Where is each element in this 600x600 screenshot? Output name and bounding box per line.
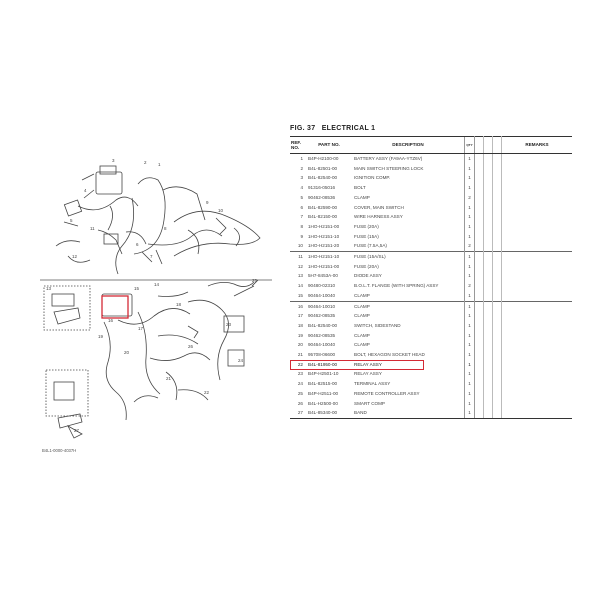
- header-description: DESCRIPTION: [352, 137, 465, 154]
- blank-cell: [475, 241, 484, 251]
- description-cell: WIRE HARNESS ASSY: [354, 214, 403, 220]
- callout-label: 23: [226, 322, 232, 327]
- qty-cell: 1: [465, 369, 475, 379]
- remarks-cell: [502, 311, 573, 321]
- blank-cell: [475, 301, 484, 311]
- part-no-cell: 91316-05016: [308, 185, 336, 191]
- callout-label: 15: [134, 286, 140, 291]
- table-row[interactable]: [290, 408, 572, 418]
- remarks-cell: [502, 389, 573, 399]
- qty-cell: 1: [465, 360, 475, 370]
- remarks-cell: [502, 212, 573, 222]
- part-no-cell: 95708-06600: [308, 352, 336, 358]
- blank-cell: [475, 222, 484, 232]
- ref-no-cell: 3: [300, 175, 303, 181]
- blank-cell: [493, 340, 502, 350]
- lower-assembly-drawing: [44, 280, 258, 438]
- part-no-cell: 90480-02310: [308, 283, 336, 289]
- blank-cell: [493, 173, 502, 183]
- part-no-cell: B4P-H2501-10: [308, 371, 339, 377]
- ref-no-cell: 21: [297, 352, 303, 358]
- part-no-cell: B4L-82590-00: [308, 204, 338, 210]
- blank-cell: [493, 212, 502, 222]
- blank-cell: [484, 369, 493, 379]
- blank-cell: [475, 389, 484, 399]
- table-row[interactable]: [290, 301, 572, 311]
- ref-no-cell: 14: [297, 283, 303, 289]
- table-row[interactable]: [290, 262, 572, 272]
- part-no-cell: B4L-82540-00: [308, 175, 338, 181]
- callout-label: 9: [206, 200, 209, 205]
- blank-cell: [493, 222, 502, 232]
- ref-no-cell: 16: [290, 301, 306, 311]
- ref-no-cell: 15: [297, 292, 303, 298]
- callout-label: 1: [158, 162, 161, 167]
- blank-cell: [493, 203, 502, 213]
- blank-cell: [493, 389, 502, 399]
- table-row[interactable]: [290, 173, 572, 183]
- blank-cell: [475, 379, 484, 389]
- callout-numbers: [46, 158, 258, 433]
- header-ref-no: REF. NO.: [290, 137, 306, 154]
- remarks-cell: [502, 262, 573, 272]
- blank-cell: [493, 321, 502, 331]
- callout-label: 17: [138, 326, 144, 331]
- part-no-cell: B4P-H2100-00: [308, 156, 339, 161]
- qty-cell: 1: [465, 183, 475, 193]
- part-no-cell: 5H7-8453A-00: [308, 273, 338, 279]
- parts-table-body: [290, 154, 572, 419]
- blank-cell: [484, 154, 493, 164]
- part-no-cell: B4L-82515-00: [308, 381, 338, 387]
- blank-cell: [475, 340, 484, 350]
- qty-cell: 1: [465, 311, 475, 321]
- blank-cell: [493, 331, 502, 341]
- table-row[interactable]: [290, 311, 572, 321]
- remarks-cell: [502, 193, 573, 203]
- diagram-code: B4L1-0000-4037H: [42, 448, 77, 453]
- callout-label: 14: [154, 282, 160, 287]
- blank-cell: [484, 311, 493, 321]
- blank-cell: [484, 183, 493, 193]
- table-row[interactable]: [290, 379, 572, 389]
- blank-cell: [484, 399, 493, 409]
- blank-cell: [493, 271, 502, 281]
- description-cell: RELAY ASSY: [354, 371, 382, 377]
- ref-no-cell: 5: [300, 194, 303, 200]
- blank-cell: [475, 281, 484, 291]
- blank-cell: [475, 262, 484, 272]
- ref-no-cell: 26: [297, 400, 303, 406]
- blank-cell: [493, 241, 502, 251]
- upper-assembly-drawing: [56, 166, 260, 274]
- ref-no-cell: 19: [297, 332, 303, 338]
- description-cell: SMART COMP: [354, 400, 385, 406]
- ref-no-cell: 6: [300, 204, 303, 210]
- blank-cell: [484, 241, 493, 251]
- description-cell: BATTERY ASSY (FA9AA-YTZ6V): [354, 156, 423, 161]
- blank-cell: [493, 408, 502, 418]
- qty-cell: 1: [465, 203, 475, 213]
- blank-cell: [493, 193, 502, 203]
- remarks-cell: [502, 340, 573, 350]
- ref-no-cell: 2: [300, 165, 303, 171]
- part-no-cell: B4L-82540-00: [308, 322, 338, 328]
- callout-label: 13: [46, 286, 52, 291]
- description-cell: TERMINAL ASSY: [354, 381, 391, 387]
- qty-cell: 1: [465, 291, 475, 301]
- blank-cell: [493, 301, 502, 311]
- remarks-cell: [502, 164, 573, 174]
- header-blank-a: [475, 137, 484, 154]
- blank-cell: [475, 311, 484, 321]
- blank-cell: [493, 232, 502, 242]
- part-no-cell: 90462-08535: [308, 313, 336, 319]
- qty-cell: 1: [465, 212, 475, 222]
- part-no-cell: 1HO-H2151-10: [308, 233, 340, 239]
- description-cell: BOLT, HEXAGON SOCKET HEAD: [354, 352, 425, 358]
- blank-cell: [475, 360, 484, 370]
- ref-no-cell: 9: [300, 233, 303, 239]
- remarks-cell: [502, 232, 573, 242]
- qty-cell: 1: [465, 154, 475, 164]
- wiring-harness-illustration: [38, 126, 274, 456]
- remarks-cell: [502, 399, 573, 409]
- blank-cell: [493, 291, 502, 301]
- description-cell: CLAMP: [354, 342, 370, 348]
- qty-cell: 1: [465, 340, 475, 350]
- part-no-cell: 90464-10040: [308, 342, 336, 348]
- ref-no-cell: 11: [290, 252, 306, 262]
- parts-catalog: [290, 124, 572, 419]
- qty-cell: 1: [465, 408, 475, 418]
- qty-cell: 1: [465, 350, 475, 360]
- blank-cell: [475, 399, 484, 409]
- description-cell: CLAMP: [354, 194, 370, 200]
- part-no-cell: 1HO-H2151-20: [308, 243, 340, 249]
- ref-no-cell: 20: [297, 342, 303, 348]
- qty-cell: 1: [465, 173, 475, 183]
- blank-cell: [484, 262, 493, 272]
- callout-label: 2: [144, 160, 147, 165]
- ref-no-cell: 10: [297, 243, 303, 249]
- remarks-cell: [502, 271, 573, 281]
- qty-cell: 1: [465, 331, 475, 341]
- table-row[interactable]: [290, 369, 572, 379]
- relay-highlight-box: [102, 296, 128, 318]
- figure-name: ELECTRICAL 1: [321, 125, 376, 132]
- callout-label: 6: [136, 242, 139, 247]
- callout-label: 21: [166, 376, 172, 381]
- blank-cell: [493, 369, 502, 379]
- table-row[interactable]: [290, 360, 572, 370]
- part-no-cell: 90464-10040: [308, 292, 336, 298]
- blank-cell: [493, 154, 502, 164]
- callout-label: 25: [252, 278, 258, 283]
- qty-cell: 2: [465, 241, 475, 251]
- blank-cell: [484, 291, 493, 301]
- qty-cell: 1: [465, 164, 475, 174]
- blank-cell: [475, 193, 484, 203]
- ref-no-cell: 8: [300, 223, 303, 229]
- description-cell: CLAMP: [354, 332, 370, 338]
- callout-label: 5: [70, 218, 73, 223]
- blank-cell: [493, 252, 502, 262]
- description-cell: BOLT: [354, 185, 366, 191]
- description-cell: FUSE (20A): [354, 263, 379, 269]
- blank-cell: [484, 379, 493, 389]
- table-row[interactable]: [290, 222, 572, 232]
- blank-cell: [484, 360, 493, 370]
- blank-cell: [475, 369, 484, 379]
- table-row[interactable]: [290, 203, 572, 213]
- part-no-cell: B4P-H2511-00: [308, 390, 339, 396]
- callout-label: 20: [124, 350, 130, 355]
- blank-cell: [484, 389, 493, 399]
- qty-cell: 1: [465, 389, 475, 399]
- remarks-cell: [502, 408, 573, 418]
- blank-cell: [475, 164, 484, 174]
- blank-cell: [475, 291, 484, 301]
- blank-cell: [484, 252, 493, 262]
- ref-no-cell: 27: [290, 408, 306, 418]
- figure-label: FIG. 37: [290, 125, 316, 132]
- table-row[interactable]: [290, 154, 572, 164]
- callout-label: 24: [238, 358, 244, 363]
- table-row[interactable]: [290, 212, 572, 222]
- callout-label: 3: [112, 158, 115, 163]
- blank-cell: [484, 340, 493, 350]
- blank-cell: [484, 164, 493, 174]
- part-no-cell: B4L-82501-00: [308, 165, 338, 171]
- part-no-cell: 90462-08535: [308, 332, 336, 338]
- qty-cell: 1: [465, 222, 475, 232]
- blank-cell: [484, 350, 493, 360]
- qty-cell: 2: [465, 193, 475, 203]
- blank-cell: [493, 164, 502, 174]
- ref-no-cell: 7: [300, 214, 303, 220]
- part-no-cell: 90462-08536: [308, 194, 336, 200]
- table-row[interactable]: [290, 271, 572, 281]
- description-cell: COVER, MAIN SWITCH: [354, 204, 404, 210]
- ref-no-cell: 22: [297, 361, 303, 367]
- blank-cell: [475, 321, 484, 331]
- callout-label: 26: [188, 344, 194, 349]
- remarks-cell: [502, 154, 573, 164]
- qty-cell: 1: [465, 252, 475, 262]
- remarks-cell: [502, 331, 573, 341]
- blank-cell: [484, 301, 493, 311]
- qty-cell: 1: [465, 379, 475, 389]
- blank-cell: [484, 281, 493, 291]
- ref-no-cell: 23: [297, 371, 303, 377]
- description-cell: CLAMP: [354, 313, 370, 319]
- description-cell: FUSE (15A/SL): [352, 252, 465, 262]
- callout-label: 11: [90, 226, 95, 231]
- blank-cell: [493, 262, 502, 272]
- part-no-cell: B4L-85340-00: [306, 408, 352, 418]
- blank-cell: [484, 271, 493, 281]
- description-cell: REMOTE CONTROLLER ASSY: [354, 390, 420, 396]
- description-cell: DIODE ASSY: [354, 273, 382, 279]
- part-no-cell: 90464-10010: [306, 301, 352, 311]
- blank-cell: [493, 311, 502, 321]
- description-cell: BAND: [352, 408, 465, 418]
- blank-cell: [484, 173, 493, 183]
- table-row[interactable]: [290, 183, 572, 193]
- part-no-cell: B4L-H2500-00: [308, 400, 338, 406]
- callout-label: 19: [98, 334, 104, 339]
- callout-label: 10: [218, 208, 224, 213]
- ref-no-cell: 24: [297, 381, 303, 387]
- description-cell: FUSE (20A): [354, 223, 379, 229]
- description-cell: FUSE (7.5A,5A): [354, 243, 387, 249]
- blank-cell: [493, 350, 502, 360]
- blank-cell: [475, 154, 484, 164]
- table-row[interactable]: [290, 252, 572, 262]
- remarks-cell: [502, 291, 573, 301]
- callout-label: 22: [204, 390, 210, 395]
- callout-label: 18: [176, 302, 182, 307]
- remarks-cell: [502, 379, 573, 389]
- blank-cell: [475, 173, 484, 183]
- part-no-cell: 1HO-H2151-00: [308, 263, 340, 269]
- remarks-cell: [502, 350, 573, 360]
- table-row[interactable]: [290, 291, 572, 301]
- qty-cell: 2: [465, 281, 475, 291]
- qty-cell: 1: [465, 301, 475, 311]
- blank-cell: [475, 331, 484, 341]
- callout-label: 27: [74, 428, 80, 433]
- remarks-cell: [502, 301, 573, 311]
- blank-cell: [493, 379, 502, 389]
- description-cell: IGNITION COMP.: [354, 175, 391, 181]
- description-cell: CLAMP: [352, 301, 465, 311]
- description-cell: MAIN SWITCH STEERING LOCK: [354, 165, 424, 171]
- header-part-no: PART NO.: [306, 137, 352, 154]
- blank-cell: [493, 183, 502, 193]
- remarks-cell: [502, 360, 573, 370]
- description-cell: CLAMP: [354, 292, 370, 298]
- ref-no-cell: 25: [297, 390, 303, 396]
- blank-cell: [475, 232, 484, 242]
- blank-cell: [475, 252, 484, 262]
- table-row[interactable]: [290, 331, 572, 341]
- qty-cell: 1: [465, 232, 475, 242]
- table-row[interactable]: [290, 350, 572, 360]
- blank-cell: [475, 212, 484, 222]
- blank-cell: [475, 183, 484, 193]
- part-no-cell: 1HO-H2151-10: [306, 252, 352, 262]
- blank-cell: [484, 212, 493, 222]
- table-header-row: [290, 137, 572, 154]
- ref-no-cell: 13: [297, 273, 303, 279]
- ref-no-cell: 18: [297, 322, 303, 328]
- callout-label: 4: [84, 188, 87, 193]
- qty-cell: 1: [465, 262, 475, 272]
- qty-cell: 1: [465, 321, 475, 331]
- callout-label: 8: [164, 226, 167, 231]
- blank-cell: [484, 408, 493, 418]
- header-qty: QTY: [465, 137, 475, 154]
- table-row[interactable]: [290, 281, 572, 291]
- exploded-parts-diagram: [38, 126, 274, 456]
- blank-cell: [493, 399, 502, 409]
- remarks-cell: [502, 321, 573, 331]
- blank-cell: [475, 350, 484, 360]
- remarks-cell: [502, 173, 573, 183]
- header-remarks: REMARKS: [502, 137, 573, 154]
- table-row[interactable]: [290, 321, 572, 331]
- remarks-cell: [502, 252, 573, 262]
- blank-cell: [484, 331, 493, 341]
- callout-label: 12: [72, 254, 78, 259]
- remarks-cell: [502, 183, 573, 193]
- table-row[interactable]: [290, 193, 572, 203]
- ref-no-cell: 4: [300, 185, 303, 191]
- description-cell: B.O.L.T. FLANGE (WITH SPRING) ASSY: [354, 283, 439, 289]
- blank-cell: [484, 222, 493, 232]
- table-row[interactable]: [290, 232, 572, 242]
- table-row[interactable]: [290, 164, 572, 174]
- part-no-cell: B4L-82150-00: [308, 214, 338, 220]
- description-cell: FUSE (15A): [354, 233, 379, 239]
- parts-table: [290, 136, 572, 419]
- qty-cell: 1: [465, 399, 475, 409]
- description-cell: SWITCH, SIDESTAND: [354, 322, 401, 328]
- ref-no-cell: 1: [300, 156, 303, 161]
- remarks-cell: [502, 222, 573, 232]
- table-row[interactable]: [290, 241, 572, 251]
- ref-no-cell: 12: [297, 263, 303, 269]
- blank-cell: [493, 360, 502, 370]
- blank-cell: [475, 271, 484, 281]
- blank-cell: [475, 203, 484, 213]
- remarks-cell: [502, 203, 573, 213]
- remarks-cell: [502, 281, 573, 291]
- description-cell: RELAY ASSY: [354, 361, 382, 367]
- remarks-cell: [502, 369, 573, 379]
- callout-label: 16: [108, 318, 114, 323]
- table-row[interactable]: [290, 340, 572, 350]
- blank-cell: [484, 321, 493, 331]
- blank-cell: [484, 193, 493, 203]
- blank-cell: [484, 203, 493, 213]
- figure-title: [290, 124, 572, 134]
- remarks-cell: [502, 241, 573, 251]
- header-blank-c: [493, 137, 502, 154]
- blank-cell: [484, 232, 493, 242]
- table-row[interactable]: [290, 389, 572, 399]
- qty-cell: 1: [465, 271, 475, 281]
- ref-no-cell: 17: [297, 313, 303, 319]
- part-no-cell: B4L-81950-00: [308, 361, 338, 367]
- callout-label: 7: [150, 254, 153, 259]
- blank-cell: [493, 281, 502, 291]
- part-no-cell: 1HO-H2151-00: [308, 223, 340, 229]
- blank-cell: [475, 408, 484, 418]
- header-blank-b: [484, 137, 493, 154]
- table-row[interactable]: [290, 399, 572, 409]
